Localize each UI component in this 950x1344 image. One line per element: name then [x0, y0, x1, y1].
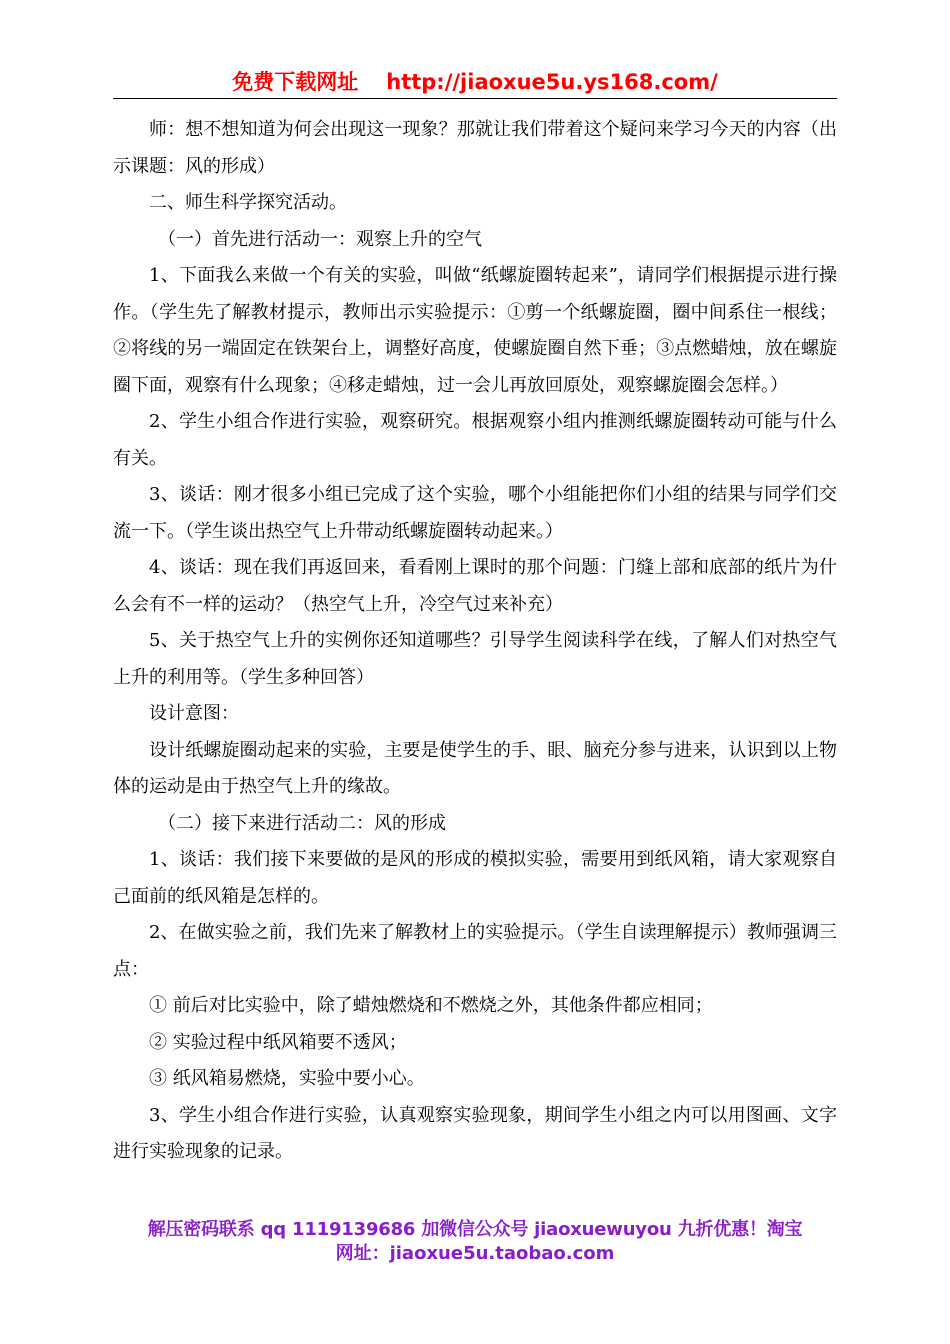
- paragraph-step-4: 4、谈话：现在我们再返回来，看看刚上课时的那个问题：门缝上部和底部的纸片为什么会有不一样的运动？（热空气上升，冷空气过来补充）: [113, 557, 837, 615]
- emphasis-point-1: ① 前后对比实验中，除了蜡烛燃烧和不燃烧之外，其他条件都应相同；: [149, 995, 713, 1016]
- document-body: [113, 112, 837, 1171]
- section-heading-activities: 二、师生科学探究活动。: [149, 192, 347, 213]
- paragraph-activity2-step-3: 3、学生小组合作进行实验，认真观察实验现象，期间学生小组之内可以用图画、文字进行实验现象的记录。: [113, 1104, 837, 1162]
- activity-two-heading: （二）接下来进行活动二：风的形成: [158, 812, 446, 834]
- header-divider: [113, 98, 837, 99]
- header-url-link[interactable]: http://jiaoxue5u.ys168.com/: [386, 70, 718, 94]
- design-intent-label: 设计意图：: [149, 703, 239, 724]
- activity-one-heading: （一）首先进行活动一：观察上升的空气: [158, 228, 482, 250]
- design-intent-text: 设计纸螺旋圈动起来的实验，主要是使学生的手、眼、脑充分参与进来，认识到以上物体的运动是由于热空气上升的缘故。: [113, 739, 837, 797]
- footer-shop-url[interactable]: 网址：jiaoxue5u.taobao.com: [335, 1243, 615, 1264]
- footer-contact-line: 解压密码联系 qq 1119139686 加微信公众号 jiaoxuewuyou 九折优惠！淘宝: [147, 1219, 803, 1240]
- emphasis-point-3: ③ 纸风箱易燃烧，实验中要小心。: [149, 1068, 425, 1089]
- footer-banner: [113, 1218, 837, 1266]
- paragraph-step-1: 1、下面我么来做一个有关的实验，叫做“纸螺旋圈转起来”，请同学们根据提示进行操作。（学生先了解教材提示，教师出示实验提示：①剪一个纸螺旋圈，圈中间系住一根线；②将线的另一端固定在铁架台上，调整好高度，使螺旋圈自然下垂；③点燃蜡烛，放在螺旋圈下面，观察有什么现象；④移走蜡烛，过一会儿再放回原处，观察螺旋圈会怎样。）: [113, 265, 837, 396]
- header-banner: [0, 66, 950, 96]
- paragraph-activity2-step-2: 2、在做实验之前，我们先来了解教材上的实验提示。（学生自读理解提示）教师强调三点：: [113, 922, 837, 980]
- header-label: 免费下载网址: [232, 70, 359, 94]
- paragraph-step-3: 3、谈话：刚才很多小组已完成了这个实验，哪个小组能把你们小组的结果与同学们交流一下。（学生谈出热空气上升带动纸螺旋圈转动起来。）: [113, 484, 837, 542]
- paragraph-intro-question: 师：想不想知道为何会出现这一现象？那就让我们带着这个疑问来学习今天的内容（出示课题：风的形成）: [113, 119, 837, 177]
- paragraph-activity2-step-1: 1、谈话：我们接下来要做的是风的形成的模拟实验，需要用到纸风箱，请大家观察自己面前的纸风箱是怎样的。: [113, 849, 837, 907]
- paragraph-step-5: 5、关于热空气上升的实例你还知道哪些？引导学生阅读科学在线，了解人们对热空气上升的利用等。（学生多种回答）: [113, 630, 837, 688]
- emphasis-point-2: ② 实验过程中纸风箱要不透风；: [149, 1031, 407, 1053]
- paragraph-step-2: 2、学生小组合作进行实验，观察研究。根据观察小组内推测纸螺旋圈转动可能与什么有关。: [113, 411, 837, 469]
